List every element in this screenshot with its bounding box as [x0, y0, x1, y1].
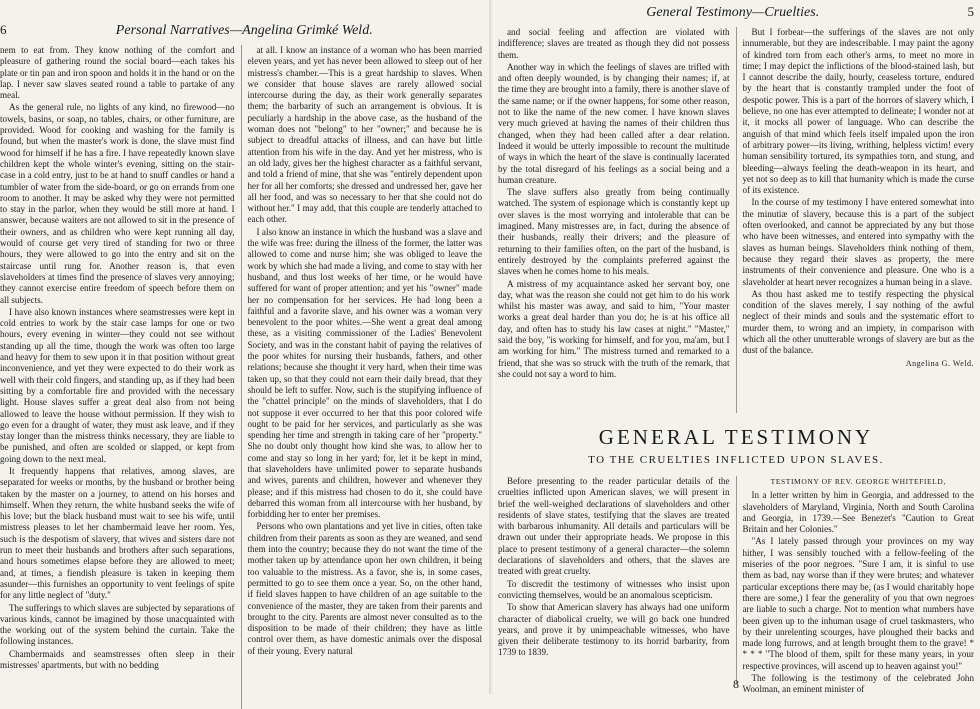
paragraph: The following is the testimony of the celebrated John Woolman, an eminent minister of [742, 673, 974, 695]
right-running-head [498, 4, 974, 21]
paragraph: Another way in which the feelings of slaves are trifled with and often deeply wounded, is by changing their names; if, at the time they are brought into a family, there is another slave of the same name; or if the owner happens, for some other reason, not to like the name of the new comer. I have known slaves very much grieved at having the names of their children thus changed, when they had been called after a dear relation. Indeed it would be utterly impossible to recount the multitude of ways in which the heart of the slave is continually lacerated by the total disregard of his feelings as a social being and a human creature. [498, 61, 730, 185]
paragraph: at all. I know an instance of a woman who has been married eleven years, and yet has never been allowed to sleep out of her mistress's chamber.—This is a great hardship to slaves. When we consider that house slaves are rarely allowed social intercourse during the day, as their work generally separates them; the barbarity of such an arrangement is obvious. It is peculiarly a hardship in the above case, as the husband of the woman does not "belong" to her "owner;" and because he is subject to dreadful attacks of illness, and can have but little attention from his wife in the day. And yet her mistress, who is an old lady, gives her the highest character as a faithful servant, and told a friend of mine, that she was "entirely dependent upon her for all her comforts; she dressed and undressed her, gave her all her food, and was so necessary to her that she could not do without her." I may add, that this couple are tenderly attached to each other. [247, 45, 482, 225]
paragraph: As the general rule, no lights of any kind, no firewood—no towels, basins, or soap, no tables, chairs, or other furniture, are provided. Wood for cooking and washing for the family is found, but when the master's work is done, the slave must find wood for himself if he has a fire. I have repeatedly known slave children kept the whole winter's evening, sitting on the stair-case in a cold entry, just to be at hand to snuff candles or hand a tumbler of water from the side-board, or go on errands from one room to another. It may be asked why they were not permitted to stay in the parlor, when they would be still more at hand. I answer, because waiters are not allowed to sit in the presence of their owners, and as children who were kept running all day, would of course get very tired of standing for two or three hours, they were allowed to go into the entry and sit on the staircase until rung for. Another reason is, that even slaveholders at times find the presence of slaves very annoying; they cannot exercise entire freedom of speech before them on all subjects. [0, 102, 235, 305]
testimony-heading: TESTIMONY OF REV. GEORGE WHITEFIELD, [770, 477, 946, 486]
paragraph: In a letter written by him in Georgia, and addressed to the slaveholders of Maryland, Virginia, North and South Carolina and Georgia, in 1739.—See Benezet's "Caution to Great Britain and her Colonies." [742, 490, 974, 535]
paragraph: To discredit the testimony of witnesses who insist upon convicting themselves, would be an anomalous scepticism. [498, 578, 730, 600]
paragraph: In the course of my testimony I have entered somewhat into the minutiæ of slavery, because this is a part of the subject often overlooked, and cannot be appreciated by any but those who have been witnesses, and entered into sympathy with the slaves as human beings. Slaveholders think nothing of them, because they regard their slaves as property, the mere instruments of their convenience and pleasure. One who is a slaveholder at heart never recognizes a human being in a slave. [742, 197, 974, 287]
right-column-2 [743, 27, 975, 413]
paragraph: Chambermaids and seamstresses often sleep in their mistresses' apartments, but with no bedding [0, 648, 235, 671]
paragraph: Before presenting to the reader particular details of the cruelties inflicted upon American slaves, we will present in brief the well-weighed declarations of slaveholders and other residents of slave states, testifying that the slaves are treated with barbarous inhumanity. All details and particulars will be drawn out under their appropriate heads. We propose in this place to present testimony of a general character—the solemn declarations of slaveholders and others, that the slaves are treated with great cruelty. [498, 476, 730, 577]
paragraph: nem to eat from. They know nothing of the comfort and pleasure of gathering round the social board—each takes his plate or tin pan and iron spoon and holds it in the hand or on the lap. I never saw slaves seated round a table to partake of any meal. [0, 45, 235, 101]
paragraph: It frequently happens that relatives, among slaves, are separated for weeks or months, by the husband or brother being taken by the master on a journey, to attend on his horses and himself. When they return, the white husband seeks the wife of his love; but the black husband must wait to see his wife, until mistress pleases to let her chambermaid leave her room. Yes, such is the despotism of slavery, that wives and sisters dare not run to meet their husbands and brothers after such separations, and hours sometimes elapse before they are allowed to meet; and, at times, a fiendish pleasure is taken in keeping them asunder—this furnishes an opportunity to vent feelings of spite for any little neglect of "duty." [0, 465, 235, 601]
paragraph: A mistress of my acquaintance asked her servant boy, one day, what was the reason she could not get him to do his work whilst his master was away, and said to him, "Your master works a great deal harder than you do; he is at his office all day, and often has to study his law cases at night." "Master," said the boy, "is working for himself, and for you, ma'am, but I am working for him." The mistress turned and remarked to a friend, that she was so struck with the truth of the remark, that she could not say a word to him. [498, 278, 730, 379]
right-page [492, 0, 980, 694]
left-column-2 [248, 45, 483, 709]
right-page-number: 5 [967, 4, 974, 19]
right-column-1 [498, 27, 730, 413]
section-subheading: TO THE CRUELTIES INFLICTED UPON SLAVES. [588, 454, 884, 466]
left-page [0, 0, 490, 694]
column-rule [241, 45, 242, 709]
paragraph: As thou hast asked me to testify respecting the physical condition of the slaves merely, I say nothing of the awful neglect of their minds and souls and the systematic effort to murder them, to wrong and an impiety, in comparison with which all the other unutterable wrongs of slavery are but as the dust of the balance. [742, 288, 974, 356]
left-running-head [0, 22, 482, 39]
left-running-title: Personal Narratives—Angelina Grimké Weld. [115, 23, 373, 38]
paragraph: The slave suffers also greatly from being continually watched. The system of espionage which is constantly kept up over slaves is the most worrying and intolerable that can be imagined. Many mistresses are, in fact, during the absence of their husbands, really their drivers; and the pleasure of returning to their families often, on the part of the husband, is entirely destroyed by the complaints preferred against the slaves when he comes home to his meals. [498, 187, 730, 277]
paragraph: Persons who own plantations and yet live in cities, often take children from their parents as soon as they are weaned, and send them into the country; because they do not want the time of the mother taken up by attendance upon her own children, it being too valuable to the mistress. As a favor, she is, in some cases, permitted to go to see them once a year. So, on the other hand, if field slaves happen to have children of an age suitable to the convenience of the master, they are taken from their parents and brought to the city. Parents are almost never consulted as to the disposition to be made of their children; they have as little control over them, as have domestic animals over the disposal of their young. Every natural [247, 521, 482, 656]
lower-column-1 [498, 476, 730, 684]
paragraph: "As I lately passed through your provinces on my way hither, I was sensibly touched with a fellow-feeling of the miseries of the poor negroes. "Sure I am, it is sinful to use them as bad, nay worse than if they were brutes; and whatever particular exceptions there may be, (as I would charitably hope there are some,) I fear the generality of you that own negroes are liable to such a charge. Not to mention what numbers have been given up to the inhuman usage of cruel taskmasters, who by their unrelenting scourges, have ploughed their backs and made long furrows, and at length brought them to the grave! * * * * "The blood of them, spilt for these many years, in your respective provinces, will ascend up to heaven against you!" [742, 536, 974, 671]
paragraph: But I forbear—the sufferings of the slaves are not only innumerable, but they are indescribable. I may paint the agony of kindred torn from each other's arms, to meet no more in time; I may depict the inflictions of the blood-stained lash, but I cannot describe the daily, hourly, ceaseless torture, endured by the heart that is constantly trampled under the foot of despotic power. This is a part of the horrors of slavery which, I believe, no one has ever attempted to delineate; I wonder not at it, it mocks all power of language. Who can describe the anguish of that mind which feels itself impaled upon the iron of arbitrary power—its living, writhing, helpless victim! every human sensibility tortured, its sympathies torn, and stung, and bleeding—always feeling the death-weapon in its heart, and yet not so deep as to kill that humanity which is made the curse of its existence. [742, 27, 974, 196]
paragraph: To show that American slavery has always had one uniform character of diabolical cruelty, we will go back one hundred years, and prove it by unimpeachable witnesses, who have given their deliberate testimony to its horrid barbarity, from 1739 to 1839. [498, 602, 730, 658]
section-heading-block [498, 425, 974, 466]
left-column-1 [0, 45, 235, 709]
right-running-title: General Testimony—Cruelties. [646, 5, 820, 20]
column-rule [736, 27, 737, 413]
folio-number: 8 [733, 677, 739, 691]
paragraph: I have also known instances where seamstresses were kept in cold entries to work by the stair case lamps for one or two hours, every evening in winter—they could not see without standing up all the time, though the work was often too large and heavy for them to sew upon it in that position without great inconvenience, and yet they were expected to do their work as well with their cold fingers, and standing up, as if they had been sitting by a comfortable fire and provided with the necessary light. House slaves suffer a great deal also from not being allowed to leave the house without permission. If they wish to go even for a draught of water, they must ask leave, and if they stay longer than the mistress thinks necessary, they are liable to be punished, and often are scolded or slapped, or kept from going down to the next meal. [0, 306, 235, 464]
left-page-number: 6 [0, 22, 7, 37]
paragraph: The sufferings to which slaves are subjected by separations of various kinds, cannot be imagined by those unacquainted with the working out of the system behind the curtain. Take the following instances. [0, 602, 235, 647]
lower-column-2 [742, 476, 975, 695]
paragraph: I also know an instance in which the husband was a slave and the wife was free: during the illness of the former, the latter was allowed to come and nurse him; she was obliged to leave the work by which she had made a living, and come to stay with her husband, and thus lost weeks of her time, or he would have suffered for want of proper attention; and yet his "owner" made her no compensation for her services. He had long been a faithful and a favorite slave, and his owner was a woman very benevolent to the poor whites.—She went a great deal among these, as a visiting commissioner of the Ladies' Benevolent Society, and was in the constant habit of paying the relatives of the poor whites for nursing their husbands, fathers, and other relations; because she thought it very hard, when their time was taken up, so that they could not earn their daily bread, that they should be left to suffer. Now, such is the stupifying influence of the "chattel principle" on the minds of slaveholders, that I do not suppose it ever occurred to her that this poor colored wife ought to be paid for her services, and particularly as she was spending her time and strength in taking care of her "property." She no doubt only thought how kind she was, to allow her to come and stay so long in her yard; for, let it be kept in mind, that slaveholders have unlimited power to separate husbands and wives, parents and children, however and whenever they please; and if this mistress had chosen to do it, she could have debarred this woman from all intercourse with her husband, by forbidding her to enter her premises. [247, 226, 482, 520]
section-heading: GENERAL TESTIMONY [598, 425, 874, 449]
paragraph: and social feeling and affection are violated with indifference; slaves are treated as though they did not possess them. [498, 27, 730, 60]
column-rule [736, 476, 737, 684]
signature: Angelina G. Weld. [905, 358, 974, 368]
